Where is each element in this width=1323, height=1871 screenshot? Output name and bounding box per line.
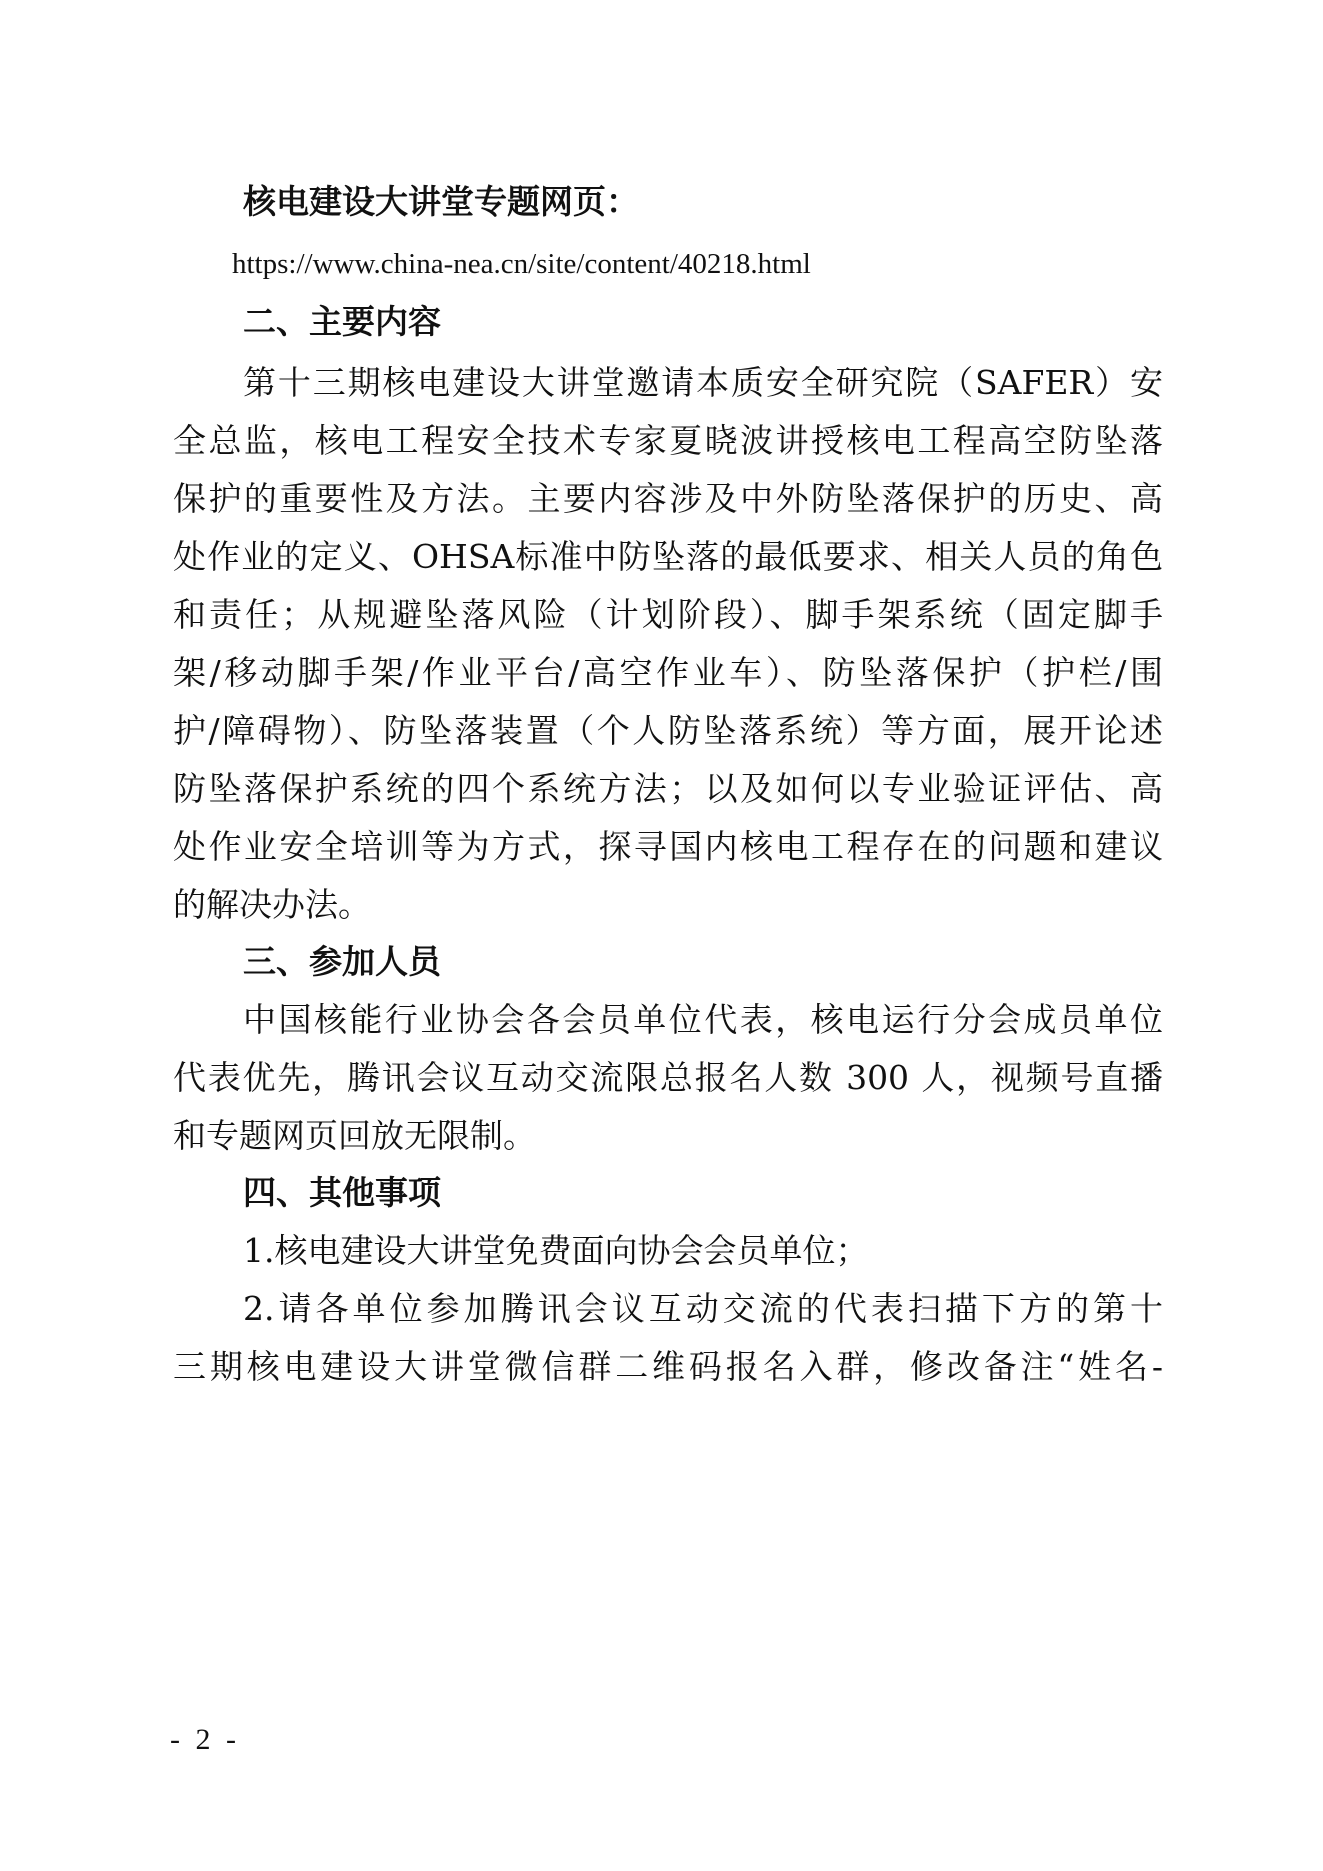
paragraph-line: 防坠落保护系统的四个系统方法；以及如何以专业验证评估、高 (173, 769, 1163, 808)
paragraph-line: 和责任；从规避坠落风险（计划阶段）、脚手架系统（固定脚手 (173, 595, 1163, 634)
list-item-2-line: 2.请各单位参加腾讯会议互动交流的代表扫描下方的第十 (243, 1289, 1163, 1328)
list-item-2-line: 三期核电建设大讲堂微信群二维码报名入群，修改备注“姓名- (173, 1347, 1163, 1386)
section-heading-other-matters: 四、其他事项 (243, 1173, 441, 1212)
paragraph-line: 中国核能行业协会各会员单位代表，核电运行分会成员单位 (243, 1000, 1163, 1039)
section-heading-main-content: 二、主要内容 (243, 302, 441, 341)
paragraph-line: 代表优先，腾讯会议互动交流限总报名人数 300 人，视频号直播 (173, 1058, 1163, 1097)
webpage-title: 核电建设大讲堂专题网页： (243, 182, 639, 221)
paragraph-line: 处作业安全培训等为方式，探寻国内核电工程存在的问题和建议 (173, 827, 1163, 866)
page-number: - 2 - (170, 1723, 240, 1756)
section-heading-participants: 三、参加人员 (243, 942, 441, 981)
paragraph-line: 架/移动脚手架/作业平台/高空作业车）、防坠落保护（护栏/围 (173, 653, 1163, 692)
paragraph-line: 的解决办法。 (173, 885, 371, 924)
paragraph-line: 和专题网页回放无限制。 (173, 1116, 536, 1155)
paragraph-line: 护/障碍物）、防坠落装置（个人防坠落系统）等方面，展开论述 (173, 711, 1163, 750)
paragraph-line: 全总监，核电工程安全技术专家夏晓波讲授核电工程高空防坠落 (173, 421, 1163, 460)
webpage-url-link[interactable]: https://www.china-nea.cn/site/content/40218.html (232, 248, 811, 280)
paragraph-line: 第十三期核电建设大讲堂邀请本质安全研究院（SAFER）安 (243, 363, 1163, 402)
list-item-1: 1.核电建设大讲堂免费面向协会会员单位； (243, 1231, 869, 1270)
paragraph-line: 保护的重要性及方法。主要内容涉及中外防坠落保护的历史、高 (173, 479, 1163, 518)
paragraph-line: 处作业的定义、OHSA标准中防坠落的最低要求、相关人员的角色 (173, 537, 1163, 576)
